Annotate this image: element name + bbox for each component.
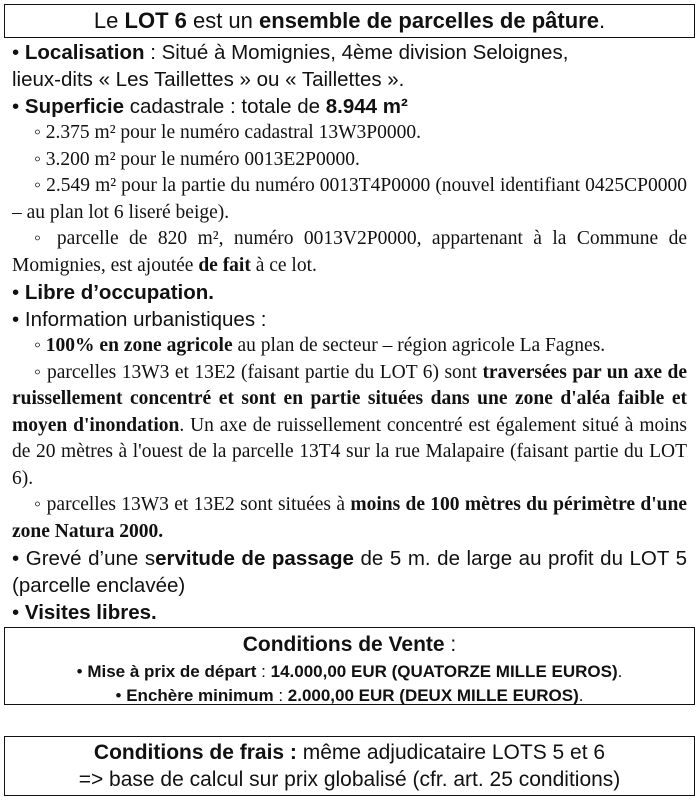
bullet: • <box>115 686 122 705</box>
urbanisme-emphasis: 100% en zone agricole <box>45 335 233 356</box>
bullet: • <box>12 41 20 64</box>
vente-title-text: Conditions de Vente <box>242 633 445 656</box>
urbanisme-item: ◦ 100% en zone agricole au plan de secteur – région agricole La Fagnes. <box>34 335 606 356</box>
servitude-text: de 5 m. de large au profit du LOT 5 (parcelle enclavée) <box>12 547 687 597</box>
urbanisme-text: . Un axe de ruissellement concentré est également situé à moins de 20 mètres à l'ouest de la parcelle 13T4 sur la rue Malapaire (faisant partie du LOT 6). <box>12 414 687 489</box>
libre-occupation <box>12 279 687 306</box>
urbanisme-text: ◦ parcelles 13W3 et 13E2 sont situées à <box>34 494 351 515</box>
superficie-text: cadastrale : totale de <box>124 95 326 118</box>
conditions-frais-line1 <box>5 739 694 766</box>
urbanisme-item <box>12 360 687 493</box>
urbanisme-item <box>12 492 687 545</box>
bullet: • <box>12 547 20 570</box>
enchere-minimum-line <box>5 684 694 708</box>
lot-header <box>4 4 695 38</box>
separator: . <box>578 686 584 705</box>
superficie-total: 8.944 m² <box>325 95 408 118</box>
localisation-text: : Situé à Momignies, 4ème division Seloignes, <box>144 41 569 64</box>
urbanisme-label: Information urbanistiques : <box>24 308 267 331</box>
parcel-item <box>12 226 687 279</box>
mise-a-prix-line <box>5 660 694 684</box>
bullet: • <box>12 601 20 624</box>
bullet: • <box>12 308 20 331</box>
urbanisme-emphasis: traversées par un axe de ruissellement concentré et sont en partie situées dans une zone d'aléa faible et moyen d'inondation <box>12 361 687 436</box>
urbanisme-heading <box>12 306 687 333</box>
conditions-vente-box <box>4 627 695 705</box>
header-text: Le <box>93 8 125 33</box>
bullet: • <box>76 662 83 681</box>
lot-details <box>12 39 687 626</box>
bullet: • <box>12 281 20 304</box>
superficie-label: Superficie <box>24 95 125 118</box>
mise-a-prix-value: 14.000,00 EUR (QUATORZE MILLE EUROS) <box>270 662 618 681</box>
conditions-frais-line2: => base de calcul sur prix globalisé (cfr. art. 25 conditions) <box>78 768 621 791</box>
superficie-heading <box>12 93 687 120</box>
parcel-item: ◦ 2.549 m² pour la partie du numéro 0013T4P0000 (nouvel identifiant 0425CP0000 – au plan lot 6 liseré beige). <box>12 175 687 223</box>
servitude-section <box>12 545 687 599</box>
frais-text: même adjudicataire LOTS 5 et 6 <box>296 741 606 764</box>
urbanisme-text: ◦ parcelles 13W3 et 13E2 (faisant partie du LOT 6) sont <box>34 361 483 383</box>
enchere-minimum-label: Enchère minimum <box>126 686 274 705</box>
localisation-text: lieux-dits « Les Taillettes » ou « Taillettes ». <box>12 68 405 91</box>
localisation-label: Localisation <box>24 41 145 64</box>
frais-title: Conditions de frais : <box>93 741 297 764</box>
conditions-vente-title <box>5 630 694 660</box>
parcel-item: ◦ 2.375 m² pour le numéro cadastral 13W3P0000. <box>34 122 421 143</box>
servitude-emphasis: ervitude de passage <box>155 547 354 570</box>
parcel-item: ◦ 3.200 m² pour le numéro 0013E2P0000. <box>34 148 360 170</box>
separator: : <box>273 686 288 705</box>
visites-text: Visites libres. <box>24 601 157 624</box>
libre-text: Libre d’occupation. <box>24 281 214 304</box>
conditions-frais-box <box>4 736 695 796</box>
parcel-text: ◦ parcelle de 820 m², numéro 0013V2P0000, appartenant à la Commune de Momignies, est ajoutée <box>12 228 687 276</box>
header-text: est un <box>186 8 260 33</box>
header-text: . <box>598 8 606 33</box>
parcel-text: à ce lot. <box>250 254 317 276</box>
urbanisme-emphasis: moins de 100 mètres du périmètre d'une zone Natura 2000. <box>12 494 687 542</box>
visites-section <box>12 599 687 626</box>
localisation-section <box>12 39 687 93</box>
vente-title-sep: : <box>444 633 457 656</box>
urbanisme-text: au plan de secteur – région agricole La Fagnes. <box>232 335 606 356</box>
separator: . <box>617 662 623 681</box>
servitude-text: Grevé d’une s <box>25 547 156 570</box>
lot-description: ensemble de parcelles de pâture <box>259 8 599 33</box>
lot-number: LOT 6 <box>124 8 187 33</box>
mise-a-prix-label: Mise à prix de départ <box>87 662 257 681</box>
enchere-minimum-value: 2.000,00 EUR (DEUX MILLE EUROS) <box>287 686 579 705</box>
bullet: • <box>12 95 20 118</box>
parcel-emphasis: de fait <box>198 254 251 276</box>
separator: : <box>256 662 271 681</box>
